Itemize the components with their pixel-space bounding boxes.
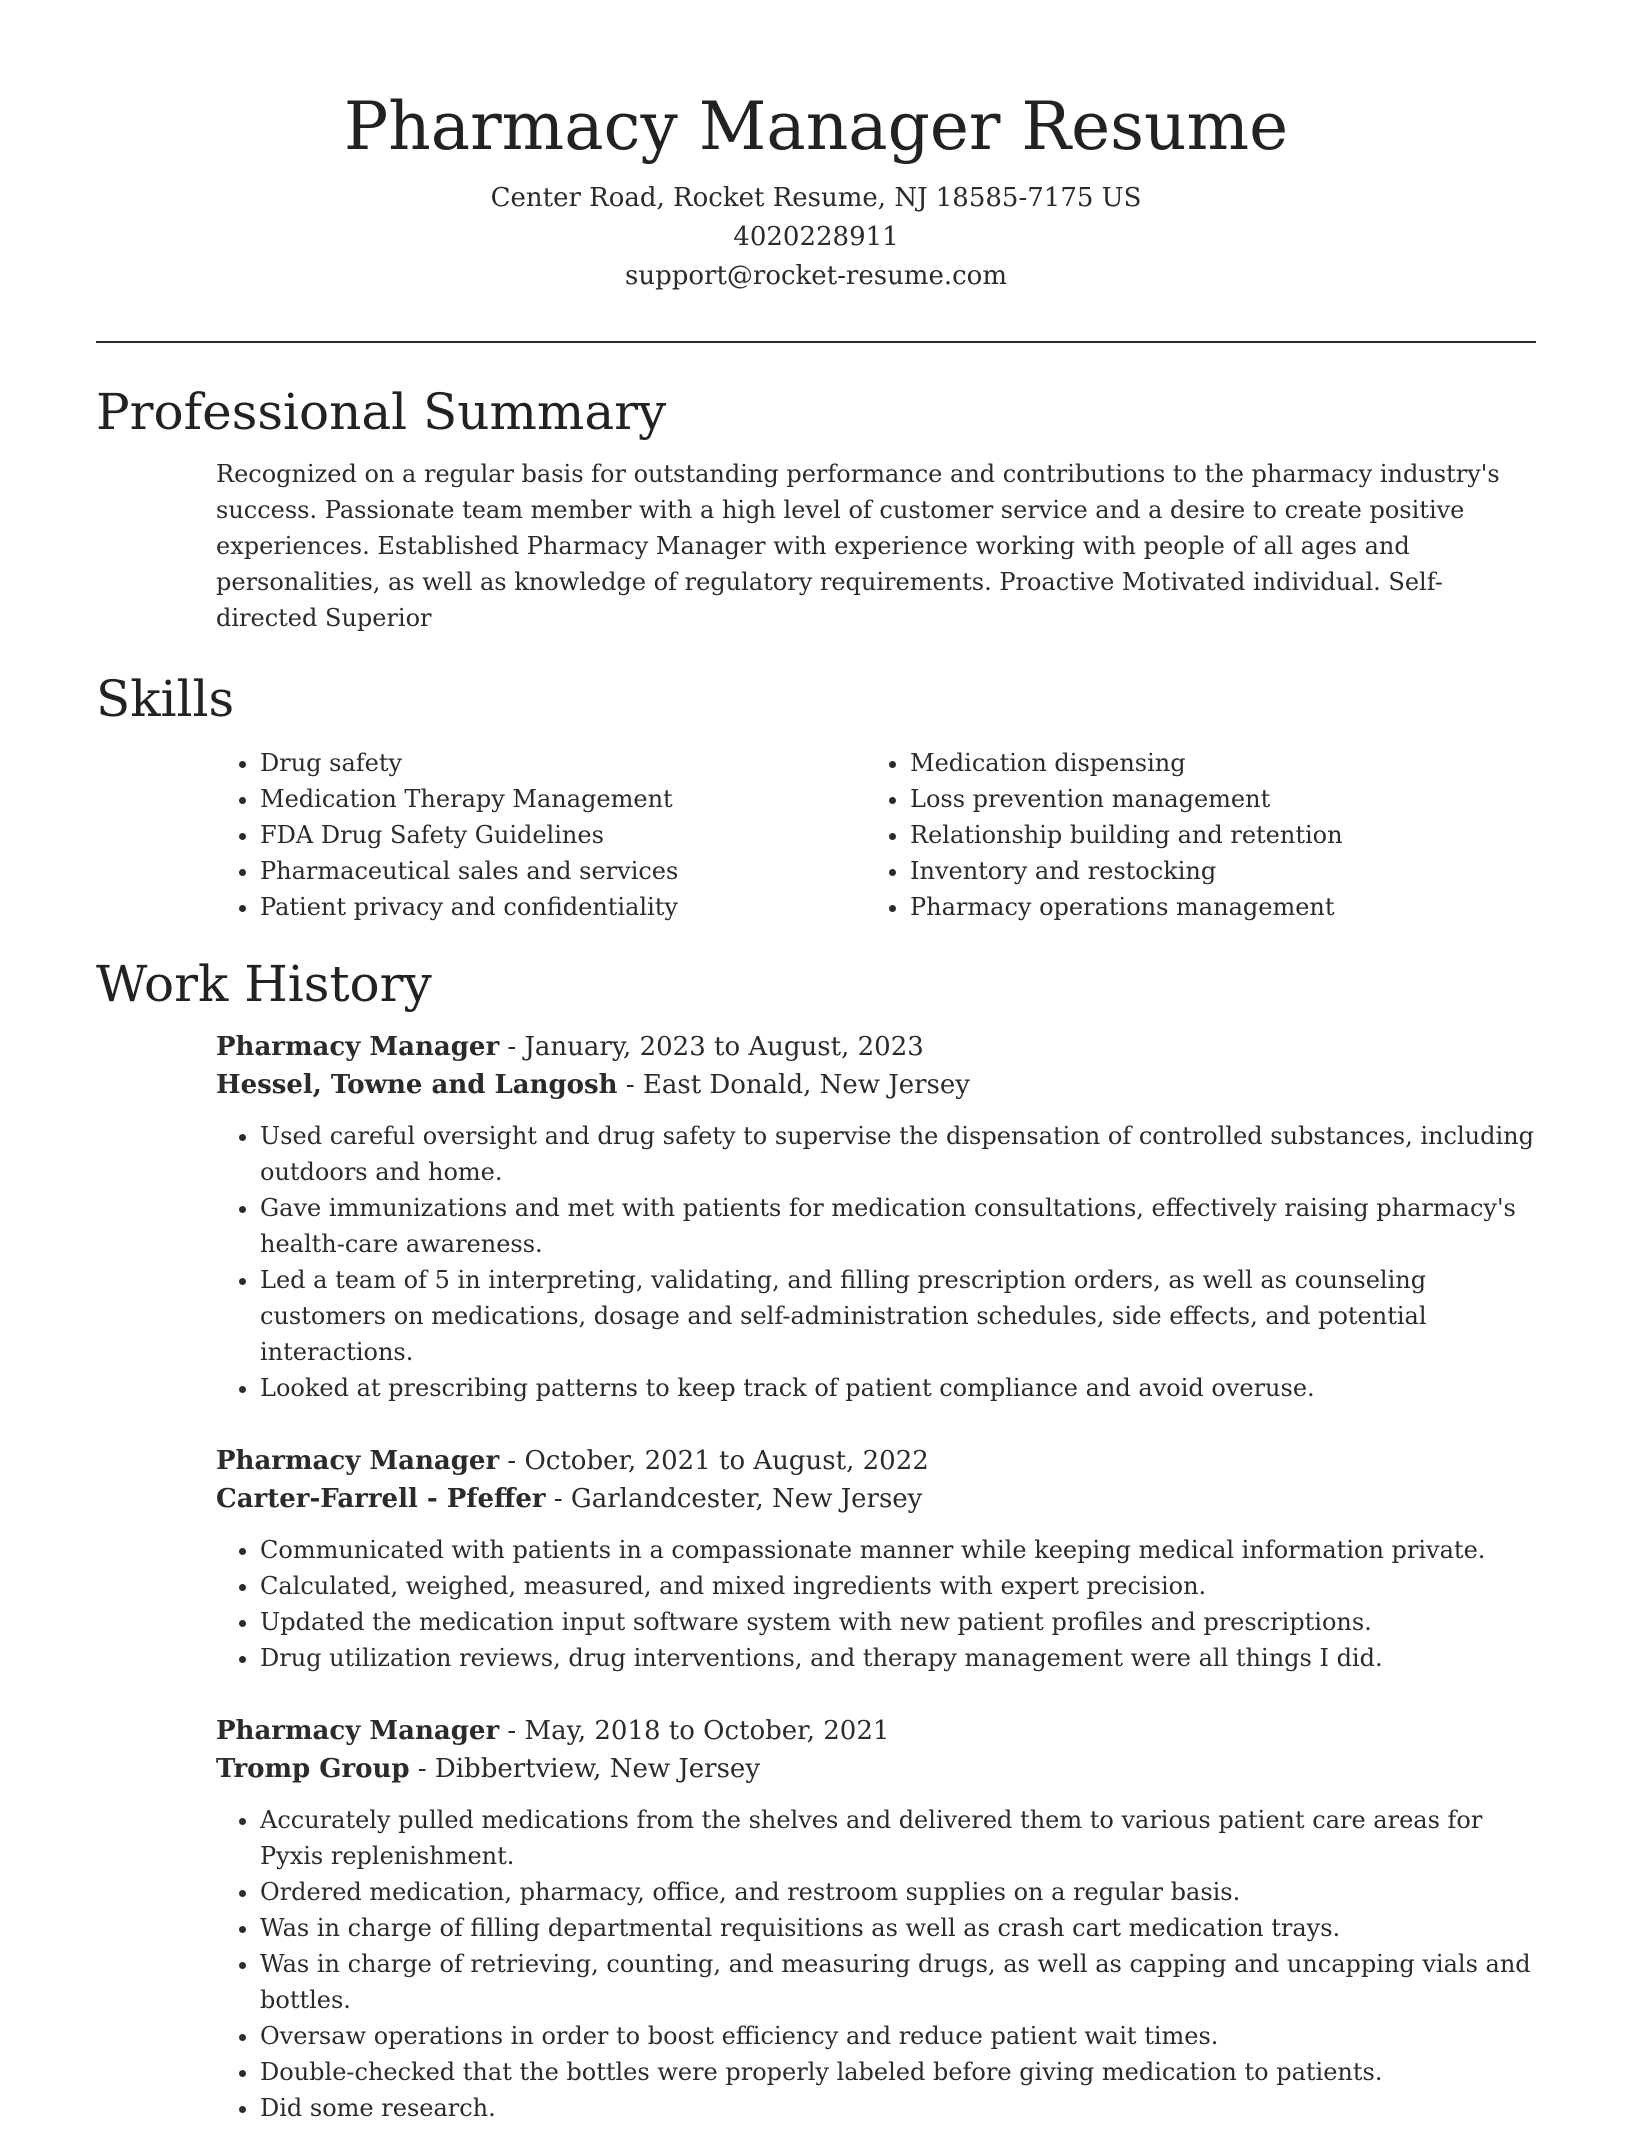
job-bullet: • Drug utilization reviews, drug interventions, and therapy management were all things I did.: [260, 1640, 1534, 1676]
skills-heading: Skills: [96, 670, 235, 728]
job-bullet: • Was in charge of retrieving, counting, and measuring drugs, as well as capping and uncapping vials and bottles.: [260, 1946, 1534, 2018]
job-bullets: [216, 1118, 1534, 1406]
skill-item: • Medication dispensing: [910, 745, 1516, 781]
job-title: Pharmacy Manager: [216, 1032, 500, 1062]
summary-text: Recognized on a regular basis for outstanding performance and contributions to the pharmacy industry's success. Passionate team member with a high level of customer service and a desire to create positive experiences. Established Pharmacy Manager with experience working with people of all ages and personalities, as well as knowledge of regulatory requirements. Proactive Motivated individual. Self-directed Superior: [216, 460, 1500, 632]
job-bullet: • Did some research.: [260, 2090, 1534, 2126]
job-bullets: [216, 1532, 1534, 1676]
job-entry: [216, 1028, 1534, 1406]
skill-item: • Inventory and restocking: [910, 853, 1516, 889]
job-bullet: • Accurately pulled medications from the shelves and delivered them to various patient care areas for Pyxis replenishment.: [260, 1802, 1534, 1874]
skills-section: [96, 667, 1536, 925]
skills-column-left: [216, 745, 866, 925]
contact-email: support@rocket-resume.com: [624, 261, 1007, 291]
job-bullet: • Ordered medication, pharmacy, office, and restroom supplies on a regular basis.: [260, 1874, 1534, 1910]
job-bullet: • Was in charge of filling departmental requisitions as well as crash cart medication trays.: [260, 1910, 1534, 1946]
contact-phone: 4020228911: [733, 222, 899, 252]
work-section: [96, 952, 1536, 2146]
job-company-line: [216, 1750, 1534, 1788]
job-location: - East Donald, New Jersey: [617, 1070, 970, 1100]
job-title: Pharmacy Manager: [216, 1716, 500, 1746]
job-bullets: [216, 1802, 1534, 2126]
skill-item: • Drug safety: [260, 745, 866, 781]
job-dates: - May, 2018 to October, 2021: [499, 1716, 890, 1746]
resume-header: [0, 0, 1632, 296]
resume-title: Pharmacy Manager Resume: [343, 88, 1289, 165]
job-location: - Garlandcester, New Jersey: [545, 1484, 923, 1514]
skill-item: • Relationship building and retention: [910, 817, 1516, 853]
summary-section: [96, 380, 1536, 636]
job-company: Tromp Group: [216, 1754, 410, 1784]
job-bullet: • Calculated, weighed, measured, and mixed ingredients with expert precision.: [260, 1568, 1534, 1604]
job-bullet: • Looked at prescribing patterns to keep track of patient compliance and avoid overuse.: [260, 1370, 1534, 1406]
skill-item: • Patient privacy and confidentiality: [260, 889, 866, 925]
skills-column-right: [866, 745, 1516, 925]
job-title: Pharmacy Manager: [216, 1446, 500, 1476]
job-bullet: • Updated the medication input software system with new patient profiles and prescriptions.: [260, 1604, 1534, 1640]
job-location: - Dibbertview, New Jersey: [409, 1754, 761, 1784]
contact-block: [0, 179, 1632, 296]
job-dates: - October, 2021 to August, 2022: [499, 1446, 929, 1476]
skills-columns: [216, 745, 1534, 925]
skill-item: • Pharmaceutical sales and services: [260, 853, 866, 889]
job-entry: [216, 1442, 1534, 1676]
job-company: Hessel, Towne and Langosh: [216, 1070, 618, 1100]
skills-body: [216, 745, 1534, 925]
job-bullet: • Led a team of 5 in interpreting, validating, and filling prescription orders, as well as counseling customers on medications, dosage and self-administration schedules, side effects, and potential interactions.: [260, 1262, 1534, 1370]
skills-list-left: [216, 745, 866, 925]
job-bullet: • Oversaw operations in order to boost efficiency and reduce patient wait times.: [260, 2018, 1534, 2054]
job-bullet: • Gave immunizations and met with patients for medication consultations, effectively raising pharmacy's health-care awareness.: [260, 1190, 1534, 1262]
job-bullet: • Double-checked that the bottles were properly labeled before giving medication to patients.: [260, 2054, 1534, 2090]
job-title-line: [216, 1442, 1534, 1480]
job-company-line: [216, 1480, 1534, 1518]
job-entry: [216, 1712, 1534, 2126]
summary-body: [216, 456, 1534, 636]
summary-heading: Professional Summary: [96, 383, 667, 441]
job-title-line: [216, 1028, 1534, 1066]
job-title-line: [216, 1712, 1534, 1750]
job-company-line: [216, 1066, 1534, 1104]
work-body: [216, 1028, 1534, 2126]
contact-address: Center Road, Rocket Resume, NJ 18585-7175 US: [490, 183, 1142, 213]
skills-list-right: [866, 745, 1516, 925]
skill-item: • Medication Therapy Management: [260, 781, 866, 817]
work-heading: Work History: [96, 955, 432, 1013]
skill-item: • Pharmacy operations management: [910, 889, 1516, 925]
job-company: Carter-Farrell - Pfeffer: [216, 1484, 546, 1514]
job-dates: - January, 2023 to August, 2023: [499, 1032, 924, 1062]
skill-item: • FDA Drug Safety Guidelines: [260, 817, 866, 853]
job-bullet: • Used careful oversight and drug safety to supervise the dispensation of controlled substances, including outdoors and home.: [260, 1118, 1534, 1190]
job-bullet: • Communicated with patients in a compassionate manner while keeping medical information private.: [260, 1532, 1534, 1568]
header-divider: [96, 341, 1536, 343]
skill-item: • Loss prevention management: [910, 781, 1516, 817]
